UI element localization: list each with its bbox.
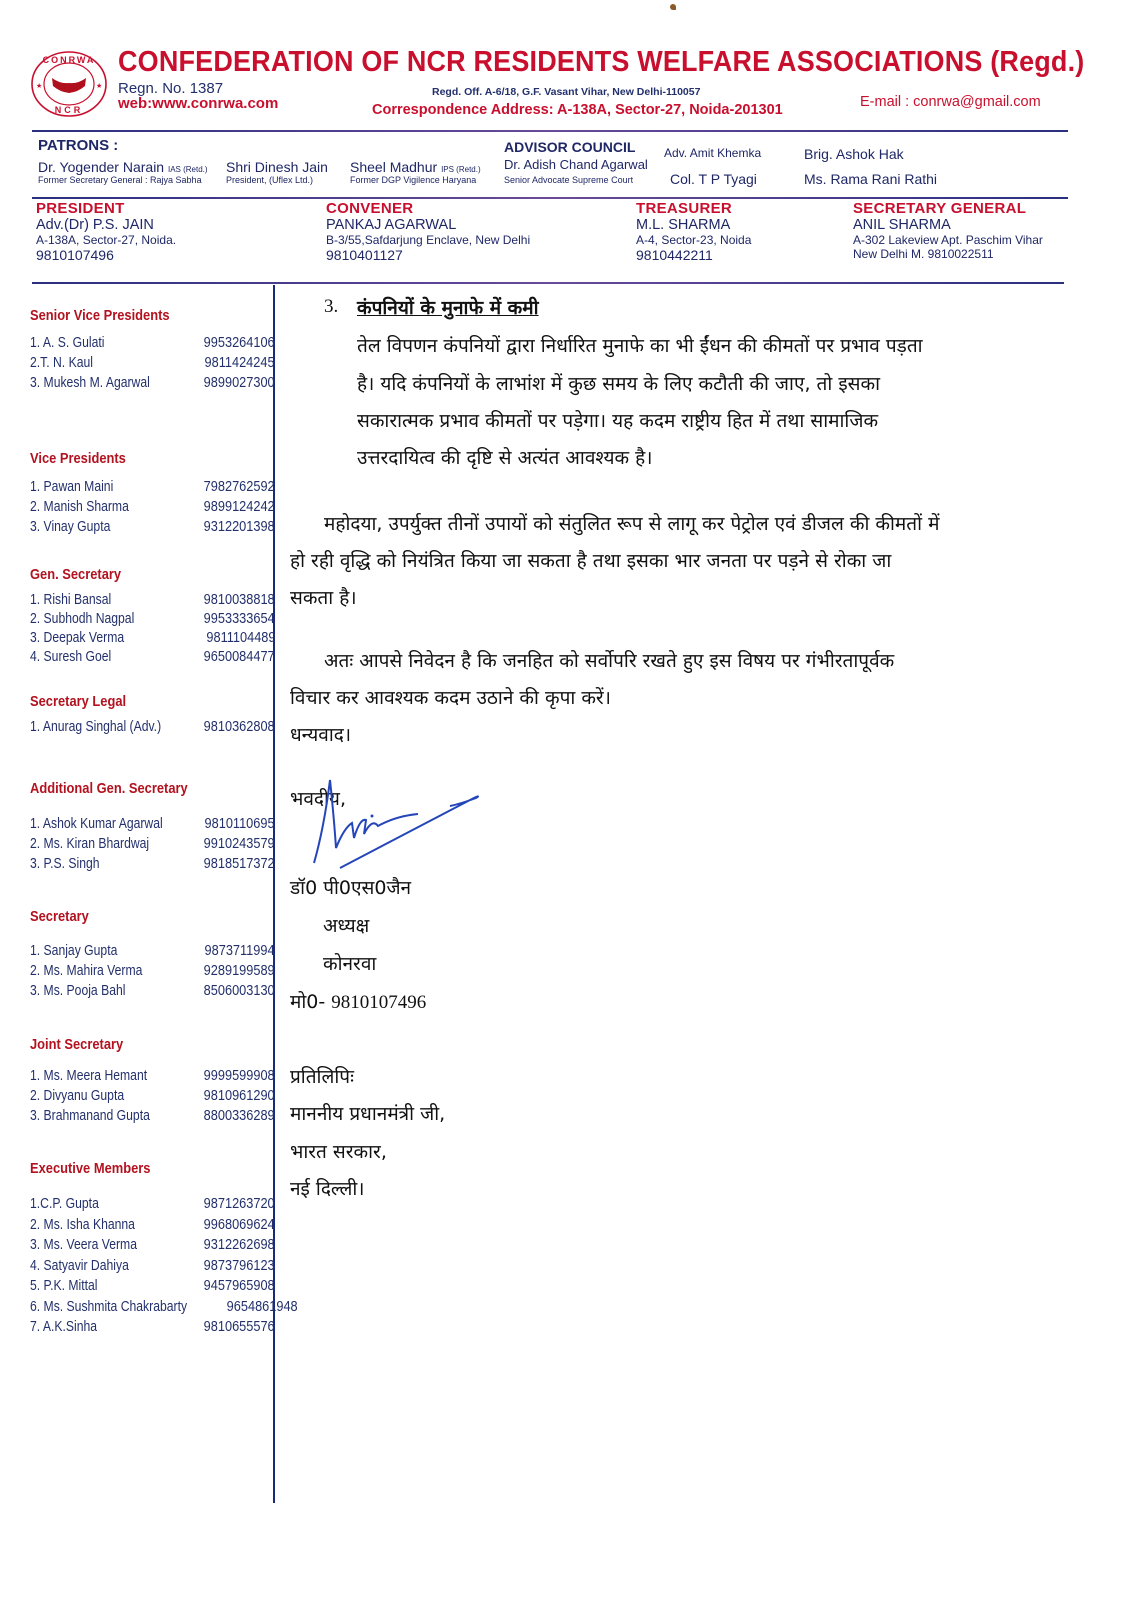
member-row (30, 814, 275, 834)
advisor-council-label: ADVISOR COUNCIL (504, 139, 636, 155)
member-phone: 9953333654 (204, 611, 275, 627)
member-name: 7. A.K.Sinha (30, 1319, 98, 1335)
member-row (30, 941, 275, 961)
member-row (30, 1256, 275, 1277)
sidebar-section (30, 1160, 298, 1338)
member-row (30, 1235, 275, 1256)
body-line: हो रही वृद्धि को नियंत्रित किया जा सकता है तथा इसका भार जनता पर पड़ने से रोका जा (290, 550, 892, 572)
member-name: 3. Brahmanand Gupta (30, 1108, 150, 1124)
member-phone: 9810362808 (204, 719, 275, 735)
member-name: 1. Pawan Maini (30, 479, 114, 495)
member-phone: 9811424245 (204, 355, 275, 371)
officer-address: A-4, Sector-23, Noida (636, 233, 752, 247)
member-name: 6. Ms. Sushmita Chakrabarty (30, 1298, 188, 1315)
member-phone: 9650084477 (204, 649, 275, 665)
officer-title: TREASURER (636, 200, 733, 217)
member-phone: 9968069624 (204, 1216, 275, 1233)
member-phone: 9810961290 (204, 1088, 275, 1104)
member-row (30, 1317, 275, 1338)
copy-line: माननीय प्रधानमंत्री जी, (290, 1103, 446, 1125)
member-phone: 9871263720 (204, 1196, 275, 1212)
member-phone: 9289199589 (204, 963, 275, 979)
correspondence-address: Correspondence Address: A-138A, Sector-27, Noida-201301 (372, 102, 783, 118)
member-row (30, 1106, 275, 1126)
body-line: है। यदि कंपनियों के लाभांश में कुछ समय के लिए कटौती की जाए, तो इसका (357, 373, 881, 395)
patron-desc: Former DGP Vigilence Haryana (350, 175, 477, 185)
advisor-lead-desc: Senior Advocate Supreme Court (504, 175, 634, 185)
member-row (30, 373, 275, 393)
sidebar-section (30, 566, 275, 666)
signature (300, 768, 490, 878)
member-name: 3. P.S. Singh (30, 856, 100, 872)
member-name: 2. Ms. Isha Khanna (30, 1216, 135, 1233)
member-name: 3. Ms. Pooja Bahl (30, 983, 126, 999)
thanks-line: धन्यवाद। (290, 724, 352, 746)
member-row (30, 590, 275, 609)
svg-text:NCR: NCR (54, 105, 84, 115)
officer-phone: 9810442211 (636, 247, 713, 263)
advisor-member: Col. T P Tyagi (670, 171, 757, 187)
section-title: Senior Vice Presidents (30, 307, 170, 324)
svg-text:CONRWA: CONRWA (42, 55, 96, 65)
member-name: 2.T. N. Kaul (30, 355, 93, 371)
patron-name: Shri Dinesh Jain (226, 159, 328, 175)
sidebar-section (30, 1036, 275, 1126)
officer-address: A-138A, Sector-27, Noida. (36, 233, 177, 247)
member-phone: 9999599908 (204, 1068, 275, 1084)
officer-title: PRESIDENT (36, 200, 125, 217)
svg-text:★: ★ (96, 83, 103, 90)
member-phone: 9312262698 (204, 1237, 275, 1253)
copy-line: नई दिल्ली। (290, 1178, 365, 1200)
copy-line: भारत सरकार, (290, 1141, 387, 1163)
patron-name: Dr. Yogender Narain (38, 159, 165, 175)
patron-name: Sheel Madhur (350, 159, 438, 175)
signer-name: डॉ0 पी0एस0जैन (290, 877, 412, 899)
member-row (30, 628, 275, 647)
mobile-label: मो0- (290, 991, 326, 1013)
officer-address: A-302 Lakeview Apt. Paschim Vihar (853, 233, 1043, 247)
mobile-number: 9810107496 (331, 992, 427, 1013)
sidebar-section (30, 908, 275, 1001)
member-name: 2. Subhodh Nagpal (30, 611, 135, 627)
point-number: 3. (324, 296, 339, 317)
section-title: Secretary Legal (30, 693, 127, 710)
officer-name: Adv.(Dr) P.S. JAIN (36, 217, 154, 233)
member-row (30, 1276, 275, 1297)
patron-suffix: IPS (Retd.) (441, 165, 481, 174)
body-line: महोदया, उपर्युक्त तीनों उपायों को संतुलित रूप से लागू कर पेट्रोल एवं डीजल की कीमतों में (324, 513, 940, 535)
member-phone: 8800336289 (204, 1108, 275, 1124)
conrwa-logo (30, 50, 108, 118)
member-name: 5. P.K. Mittal (30, 1278, 98, 1294)
section-title: Vice Presidents (30, 450, 126, 467)
member-phone: 9654861948 (226, 1298, 298, 1315)
org-name: CONFEDERATION OF NCR RESIDENTS WELFARE ASSOCIATIONS (Regd.) (118, 46, 1085, 78)
member-name: 1. Sanjay Gupta (30, 943, 118, 959)
body-line: अतः आपसे निवेदन है कि जनहित को सर्वोपरि रखते हुए इस विषय पर गंभीरतापूर्वक (324, 650, 895, 672)
officer-title: CONVENER (326, 200, 414, 217)
member-name: 2. Ms. Kiran Bhardwaj (30, 836, 150, 852)
section-title: Additional Gen. Secretary (30, 780, 188, 797)
registration-number: Regn. No. 1387 (118, 80, 224, 97)
member-name: 1. Ashok Kumar Agarwal (30, 816, 163, 832)
member-name: 2. Divyanu Gupta (30, 1088, 125, 1104)
member-name: 1. Anurag Singhal (Adv.) (30, 719, 162, 735)
divider (32, 130, 1068, 132)
section-title: Secretary (30, 908, 89, 925)
member-name: 3. Mukesh M. Agarwal (30, 375, 150, 391)
svg-text:★: ★ (36, 83, 43, 90)
member-row (30, 961, 275, 981)
scan-mark (670, 4, 676, 10)
officer-phone: 9810107496 (36, 247, 114, 263)
member-row (30, 647, 275, 666)
member-name: 3. Deepak Verma (30, 630, 125, 646)
member-phone: 9910243579 (204, 836, 275, 852)
member-row (30, 497, 275, 517)
member-name: 3. Vinay Gupta (30, 519, 111, 535)
officer-secretary-general (853, 200, 1043, 261)
member-phone: 8506003130 (204, 983, 275, 999)
member-name: 3. Ms. Veera Verma (30, 1237, 137, 1253)
advisor-member: Brig. Ashok Hak (804, 146, 904, 162)
member-name: 4. Satyavir Dahiya (30, 1257, 129, 1274)
body-line: विचार कर आवश्यक कदम उठाने की कृपा करें। (290, 687, 611, 709)
member-phone: 9312201398 (204, 519, 275, 535)
member-row (30, 517, 275, 537)
signer-mobile (290, 988, 426, 1014)
member-row (30, 1194, 275, 1215)
sidebar-section (30, 450, 275, 537)
closing-line: भवदीय, (290, 788, 346, 810)
member-phone: 9899124242 (204, 499, 275, 515)
member-row (30, 1297, 298, 1318)
member-phone: 9873796123 (204, 1257, 275, 1274)
member-name: 1. Ms. Meera Hemant (30, 1068, 148, 1084)
member-row (30, 854, 275, 874)
patron-1 (38, 159, 208, 185)
website-link[interactable]: web:www.conrwa.com (118, 95, 279, 112)
officer-name: M.L. SHARMA (636, 217, 731, 233)
handshake-icon (52, 78, 86, 93)
member-phone: 9457965908 (204, 1278, 275, 1294)
sidebar-section (30, 780, 275, 874)
body-line: उत्तरदायित्व की दृष्टि से अत्यंत आवश्यक है। (357, 447, 653, 469)
section-title: Gen. Secretary (30, 566, 122, 583)
member-row (30, 353, 275, 373)
member-phone: 9811104489 (205, 630, 275, 646)
member-phone: 9810110695 (204, 816, 275, 832)
member-phone: 9818517372 (204, 856, 275, 872)
patron-2 (226, 159, 328, 185)
registered-office: Regd. Off. A-6/18, G.F. Vasant Vihar, New Delhi-110057 (432, 86, 701, 98)
officer-convener (326, 200, 530, 263)
body-line: सकता है। (290, 587, 357, 609)
member-phone: 9899027300 (204, 375, 275, 391)
officer-name: ANIL SHARMA (853, 217, 951, 233)
body-line: तेल विपणन कंपनियों द्वारा निर्धारित मुनाफे का भी ईंधन की कीमतों पर प्रभाव पड़ता (357, 335, 923, 357)
sidebar-section (30, 307, 275, 393)
signer-org: कोनरवा (323, 953, 377, 975)
patron-3 (350, 159, 481, 185)
officer-phone: New Delhi M. 9810022511 (853, 247, 994, 261)
advisor-member: Ms. Rama Rani Rathi (804, 171, 938, 187)
patrons-label: PATRONS : (38, 137, 119, 154)
member-name: 4. Suresh Goel (30, 649, 112, 665)
member-phone: 9810038818 (204, 592, 275, 608)
patron-desc: President, (Uflex Ltd.) (226, 175, 314, 185)
section-title: Executive Members (30, 1160, 151, 1177)
body-line: सकारात्मक प्रभाव कीमतों पर पड़ेगा। यह कदम राष्ट्रीय हित में तथा सामाजिक (357, 410, 879, 432)
divider (32, 197, 1068, 199)
divider (32, 282, 1064, 284)
member-phone: 7982762592 (204, 479, 275, 495)
officer-president (36, 200, 176, 263)
advisor-lead-name: Dr. Adish Chand Agarwal (504, 157, 648, 172)
member-row (30, 1066, 275, 1086)
copy-label: प्रतिलिपिः (290, 1066, 354, 1088)
advisor-member: Adv. Amit Khemka (664, 146, 762, 160)
officer-treasurer (636, 200, 751, 263)
member-phone: 9873711994 (204, 943, 275, 959)
member-phone: 9953264106 (204, 335, 275, 351)
officer-phone: 9810401127 (326, 247, 403, 263)
patron-desc: Former Secretary General : Rajya Sabha (38, 175, 202, 185)
member-phone: 9810655576 (204, 1319, 275, 1335)
member-row (30, 717, 275, 737)
member-name: 2. Ms. Mahira Verma (30, 963, 143, 979)
member-row (30, 1086, 275, 1106)
member-name: 2. Manish Sharma (30, 499, 129, 515)
sidebar-section (30, 693, 275, 737)
point-heading: कंपनियों के मुनाफे में कमी (357, 297, 539, 319)
member-name: 1. Rishi Bansal (30, 592, 112, 608)
member-row (30, 981, 275, 1001)
member-row (30, 834, 275, 854)
signer-title: अध्यक्ष (323, 915, 370, 937)
officer-title: SECRETARY GENERAL (853, 200, 1027, 217)
member-row (30, 477, 275, 497)
member-row (30, 1215, 275, 1236)
officer-name: PANKAJ AGARWAL (326, 217, 457, 233)
member-name: 1. A. S. Gulati (30, 335, 105, 351)
member-row (30, 333, 275, 353)
patron-suffix: IAS (Retd.) (167, 165, 208, 174)
member-row (30, 609, 275, 628)
officer-address: B-3/55,Safdarjung Enclave, New Delhi (326, 233, 531, 247)
section-title: Joint Secretary (30, 1036, 124, 1053)
email-link[interactable]: E-mail : conrwa@gmail.com (860, 94, 1041, 110)
member-name: 1.C.P. Gupta (30, 1196, 99, 1212)
